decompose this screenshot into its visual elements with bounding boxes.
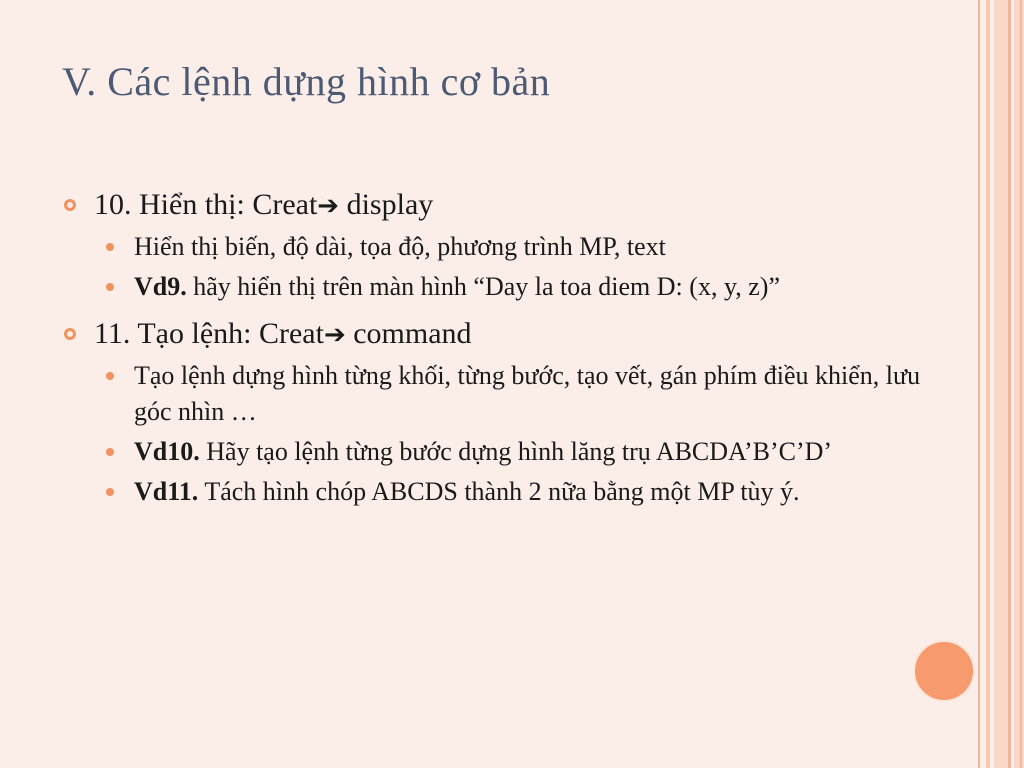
- decor-stripe: [1008, 0, 1011, 768]
- dot-bullet-icon: [106, 448, 114, 456]
- item-text: hãy hiển thị trên màn hình “Day la toa diem D: (x, y, z)”: [186, 272, 780, 301]
- arrow-icon: ➔: [323, 320, 346, 350]
- decor-stripe: [994, 0, 1008, 768]
- item-label: Vd10.: [134, 437, 200, 466]
- ring-bullet-icon: [64, 328, 76, 340]
- section-display: [62, 186, 922, 225]
- decor-stripe: [978, 0, 980, 768]
- section-heading-post: command: [345, 317, 472, 350]
- ring-bullet-icon: [64, 199, 76, 211]
- list-item: [62, 358, 922, 430]
- section-command: [62, 315, 922, 354]
- dot-bullet-icon: [106, 243, 114, 251]
- list-item: [62, 434, 922, 470]
- item-label: Vd11.: [134, 477, 199, 506]
- decor-stripe: [986, 0, 990, 768]
- list-item: [62, 229, 922, 265]
- decor-circle: [913, 640, 975, 702]
- dot-bullet-icon: [106, 372, 114, 380]
- section-heading-pre: 10. Hiển thị: Creat: [94, 188, 318, 221]
- list-item: [62, 474, 922, 510]
- item-text: Tạo lệnh dựng hình từng khối, từng bước, tạo vết, gán phím điều khiển, lưu góc nhìn …: [134, 361, 921, 426]
- section-heading-post: display: [339, 188, 434, 221]
- item-label: Vd9.: [134, 272, 187, 301]
- arrow-icon: ➔: [317, 191, 340, 221]
- slide-title: V. Các lệnh dựng hình cơ bản: [62, 59, 551, 104]
- item-text: Hãy tạo lệnh từng bước dựng hình lăng trụ ABCDA’B’C’D’: [199, 437, 833, 466]
- item-text: Hiển thị biến, độ dài, tọa độ, phương trình MP, text: [134, 232, 666, 261]
- dot-bullet-icon: [106, 488, 114, 496]
- decor-stripe: [1014, 0, 1024, 768]
- dot-bullet-icon: [106, 283, 114, 291]
- item-text: Tách hình chóp ABCDS thành 2 nữa bằng một MP tùy ý.: [198, 477, 800, 506]
- section-heading-pre: 11. Tạo lệnh: Creat: [94, 317, 324, 350]
- slide-content: [62, 186, 922, 514]
- list-item: [62, 269, 922, 305]
- decor-stripe: [1020, 0, 1022, 768]
